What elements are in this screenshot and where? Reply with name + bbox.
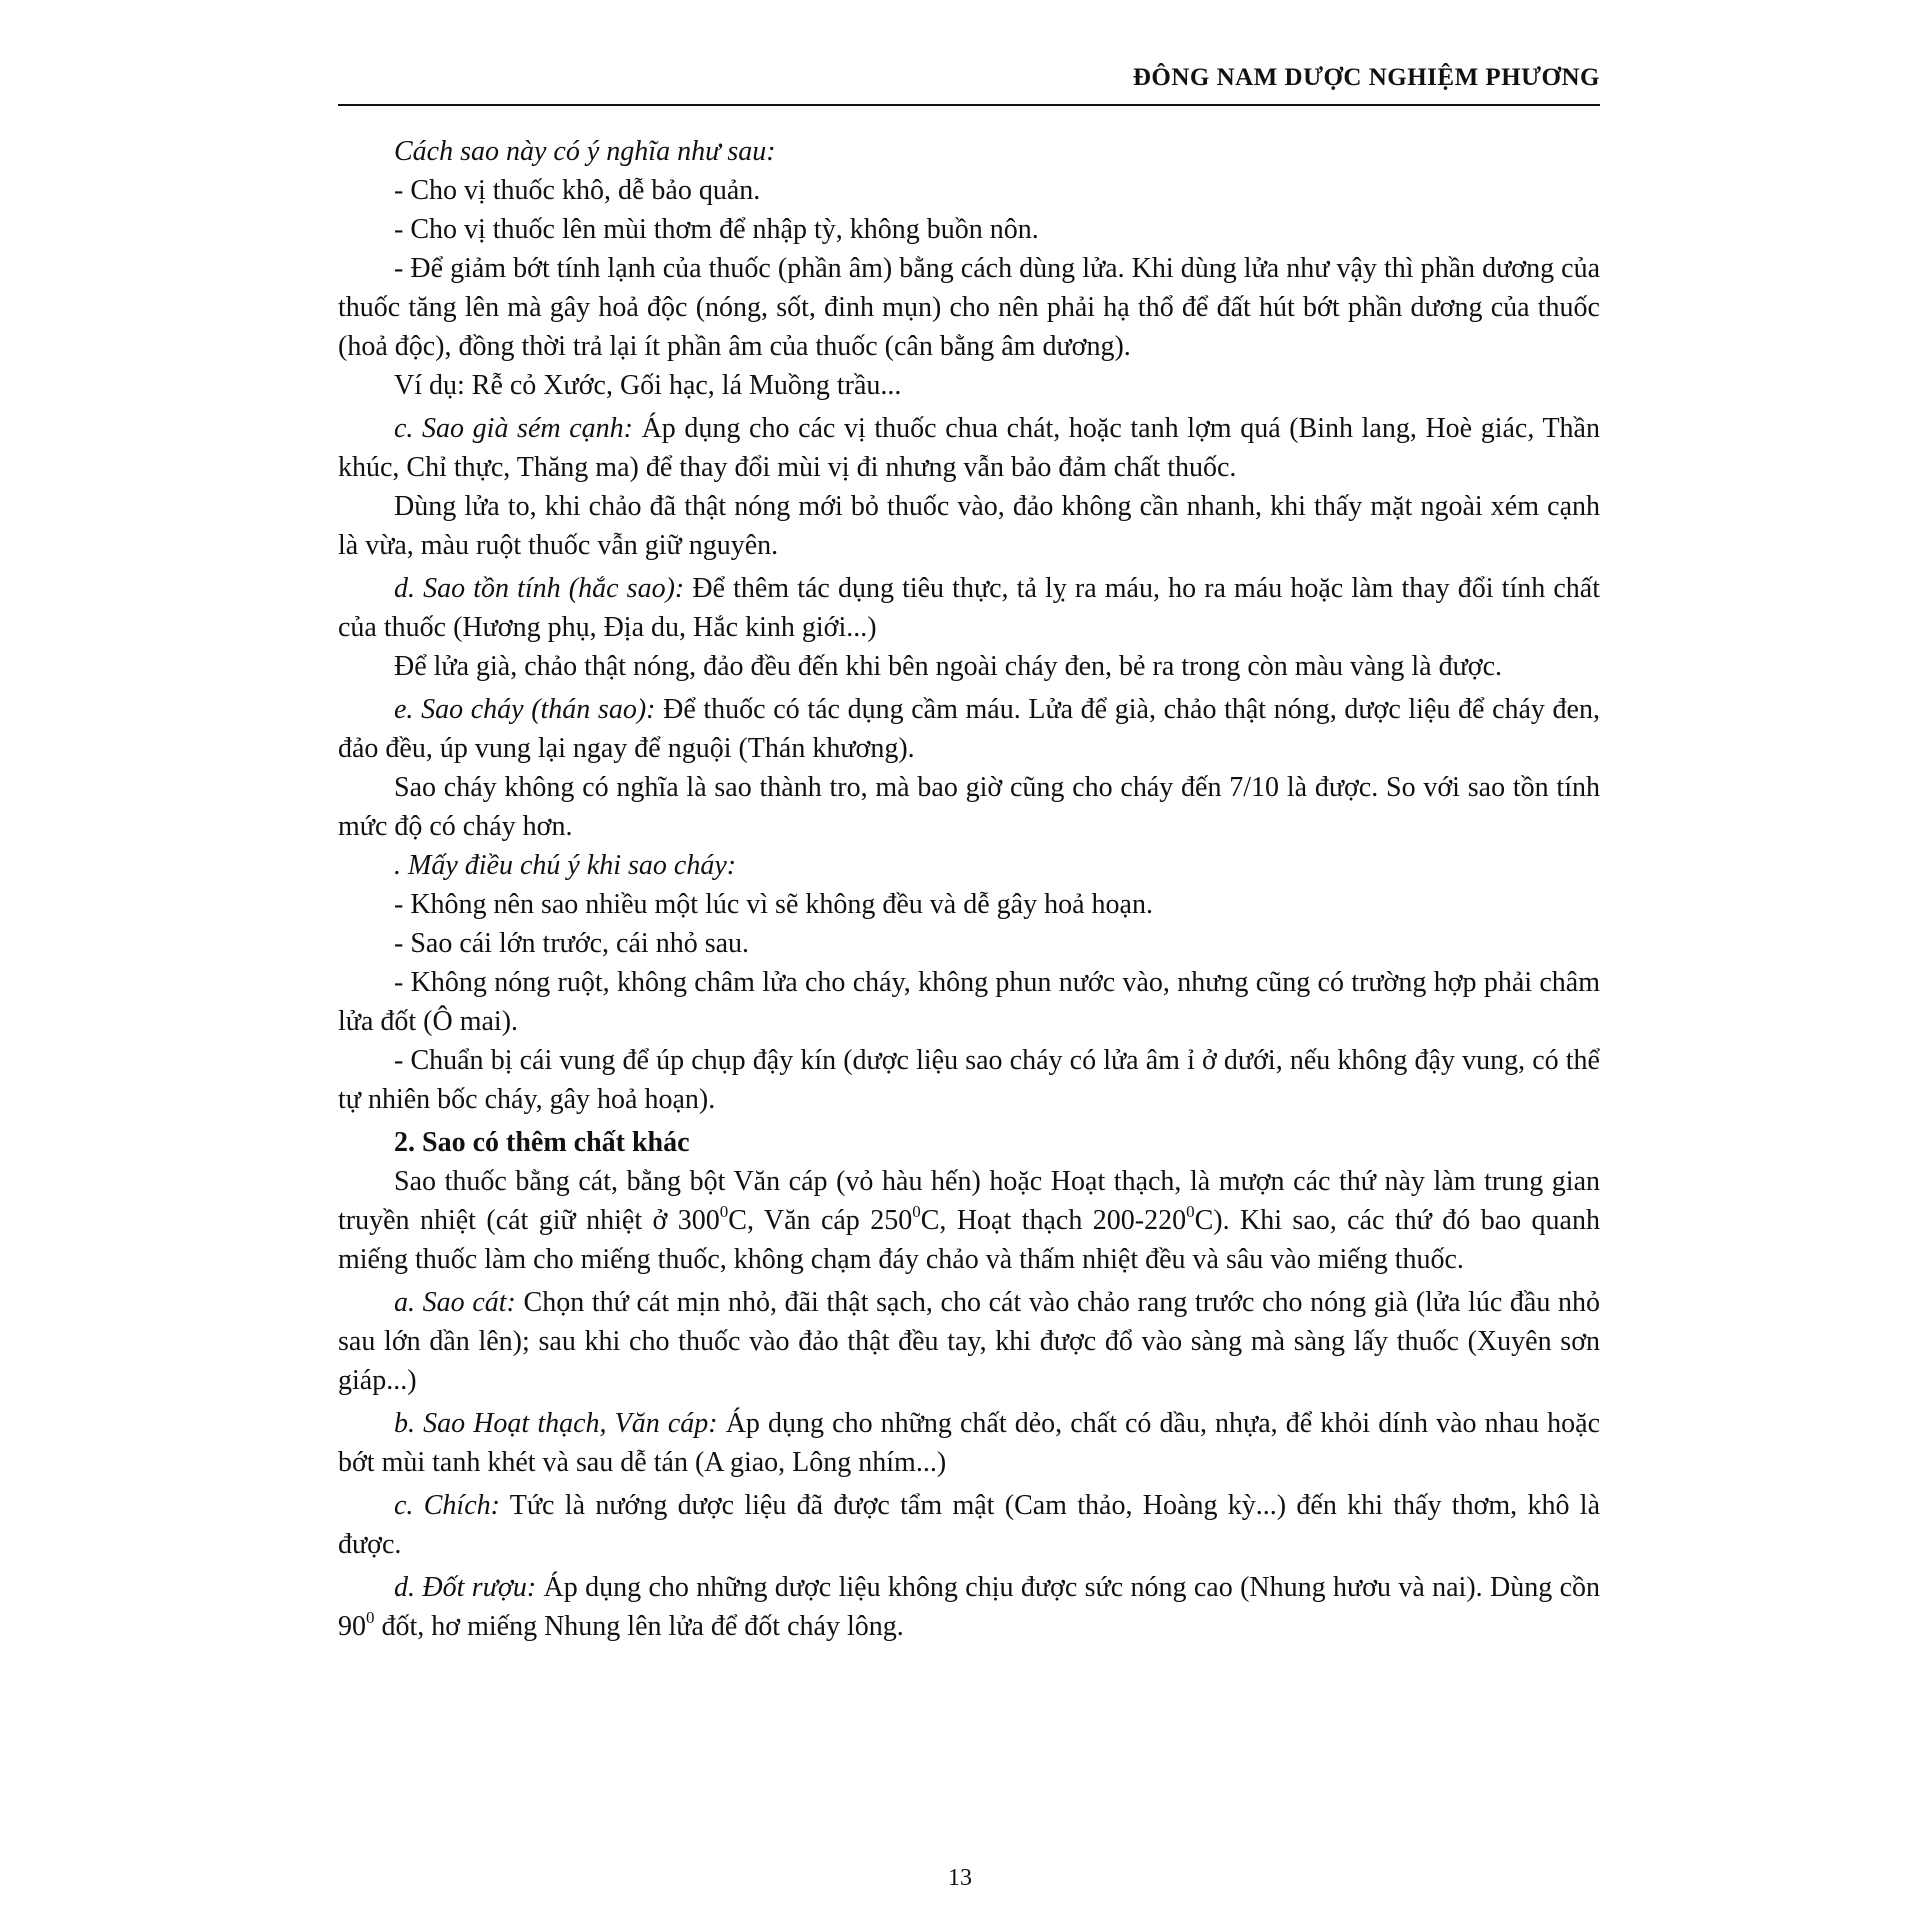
paragraph	[338, 690, 1600, 768]
text-run: C, Hoạt thạch 200-220	[920, 1205, 1187, 1236]
item-label: e. Sao cháy (thán sao):	[394, 694, 656, 725]
paragraph: Sao cháy không có nghĩa là sao thành tro, mà bao giờ cũng cho cháy đến 7/10 là được. So với sao tồn tính mức độ có cháy hơn.	[338, 772, 1600, 842]
text-run: C, Văn cáp 250	[728, 1205, 913, 1236]
paragraph: - Để giảm bớt tính lạnh của thuốc (phần âm) bằng cách dùng lửa. Khi dùng lửa như vậy thì phần dương của thuốc tăng lên mà gây hoả độc (nóng, sốt, đinh mụn) cho nên phải hạ thổ để đất hút bớt phần dương của thuốc (hoả độc), đồng thời trả lại ít phần âm của thuốc (cân bằng âm dương).	[338, 253, 1600, 362]
item-text: Để thuốc có tác dụng cầm máu. Lửa để già, chảo thật nóng, dược liệu để cháy đen, đảo đều, úp vung lại ngay để nguội (Thán khương).	[338, 694, 1600, 764]
paragraph: - Cho vị thuốc lên mùi thơm để nhập tỳ, không buồn nôn.	[394, 214, 1039, 245]
item-label: c. Chích:	[394, 1490, 500, 1521]
paragraph	[338, 1162, 1600, 1279]
item-text: Áp dụng cho các vị thuốc chua chát, hoặc tanh lợm quá (Binh lang, Hoè giác, Thần khúc, Chỉ thực, Thăng ma) để thay đổi mùi vị đi nhưng vẫn bảo đảm chất thuốc.	[338, 413, 1600, 483]
superscript: 0	[366, 1608, 375, 1627]
paragraph: - Chuẩn bị cái vung để úp chụp đậy kín (dược liệu sao cháy có lửa âm ỉ ở dưới, nếu không đậy vung, có thể tự nhiên bốc cháy, gây hoả hoạn).	[338, 1045, 1600, 1115]
text-run: Sao thuốc bằng cát, bằng bột Văn cáp (vỏ hàu hến) hoặc Hoạt thạch, là mượn các thứ này làm trung gian truyền nhiệt (cát giữ nhiệt ở 300	[338, 1166, 1600, 1236]
paragraph: - Không nên sao nhiều một lúc vì sẽ không đều và dễ gây hoả hoạn.	[394, 889, 1153, 920]
paragraph: Cách sao này có ý nghĩa như sau:	[394, 136, 776, 167]
item-text: Tức là nướng dược liệu đã được tẩm mật (Cam thảo, Hoàng kỳ...) đến khi thấy thơm, khô là được.	[338, 1490, 1600, 1560]
item-label: d. Sao tồn tính (hắc sao):	[394, 573, 685, 604]
running-header	[338, 62, 1600, 106]
paragraph: Để lửa già, chảo thật nóng, đảo đều đến khi bên ngoài cháy đen, bẻ ra trong còn màu vàng là được.	[394, 651, 1503, 682]
paragraph: - Cho vị thuốc khô, dễ bảo quản.	[394, 175, 761, 206]
item-label: b. Sao Hoạt thạch, Văn cáp:	[394, 1408, 718, 1439]
paragraph: Dùng lửa to, khi chảo đã thật nóng mới bỏ thuốc vào, đảo không cần nhanh, khi thấy mặt ngoài xém cạnh là vừa, màu ruột thuốc vẫn giữ nguyên.	[338, 491, 1600, 561]
paragraph	[338, 569, 1600, 647]
item-text: Áp dụng cho những chất dẻo, chất có dầu, nhựa, để khỏi dính vào nhau hoặc bớt mùi tanh khét và sau dễ tán (A giao, Lông nhím...)	[338, 1408, 1601, 1478]
paragraph	[338, 1568, 1600, 1646]
paragraph: Ví dụ: Rễ cỏ Xước, Gối hạc, lá Muồng trầu...	[394, 370, 902, 401]
item-label: d. Đốt rượu:	[394, 1572, 537, 1603]
paragraph	[338, 1404, 1600, 1482]
item-label: c. Sao già sém cạnh:	[394, 413, 633, 444]
text-run: đốt, hơ miếng Nhung lên lửa để đốt cháy lông.	[374, 1611, 904, 1642]
page-number: 13	[948, 1865, 972, 1891]
text-run: Áp dụng cho những dược liệu không chịu được sức nóng cao (Nhung hươu và nai). Dùng cồn 90	[338, 1572, 1601, 1642]
paragraph: - Sao cái lớn trước, cái nhỏ sau.	[394, 928, 750, 959]
item-label: a. Sao cát:	[394, 1287, 516, 1318]
paragraph	[338, 1486, 1600, 1564]
item-text: Để thêm tác dụng tiêu thực, tả lỵ ra máu, ho ra máu hoặc làm thay đổi tính chất của thuốc (Hương phụ, Địa du, Hắc kinh giới...)	[338, 573, 1600, 643]
item-text: Chọn thứ cát mịn nhỏ, đãi thật sạch, cho cát vào chảo rang trước cho nóng già (lửa lúc đầu nhỏ sau lớn dần lên); sau khi cho thuốc vào đảo thật đều tay, khi được đổ vào sàng mà sàng lấy thuốc (Xuyên sơn giáp...)	[338, 1287, 1601, 1396]
paragraph: . Mấy điều chú ý khi sao cháy:	[394, 850, 737, 881]
superscript: 0	[719, 1202, 729, 1221]
header-title: ĐÔNG NAM DƯỢC NGHIỆM PHƯƠNG	[1132, 64, 1600, 91]
section-heading: 2. Sao có thêm chất khác	[394, 1127, 690, 1158]
paragraph	[338, 409, 1600, 487]
page-body	[338, 132, 1600, 1646]
text-run: C). Khi sao, các thứ đó bao quanh miếng thuốc làm cho miếng thuốc, không chạm đáy chảo và thấm nhiệt đều và sâu vào miếng thuốc.	[338, 1205, 1600, 1275]
superscript: 0	[1186, 1202, 1195, 1221]
paragraph: - Không nóng ruột, không châm lửa cho cháy, không phun nước vào, nhưng cũng có trường hợp phải châm lửa đốt (Ô mai).	[338, 967, 1600, 1037]
superscript: 0	[912, 1202, 921, 1221]
paragraph	[338, 1283, 1600, 1400]
